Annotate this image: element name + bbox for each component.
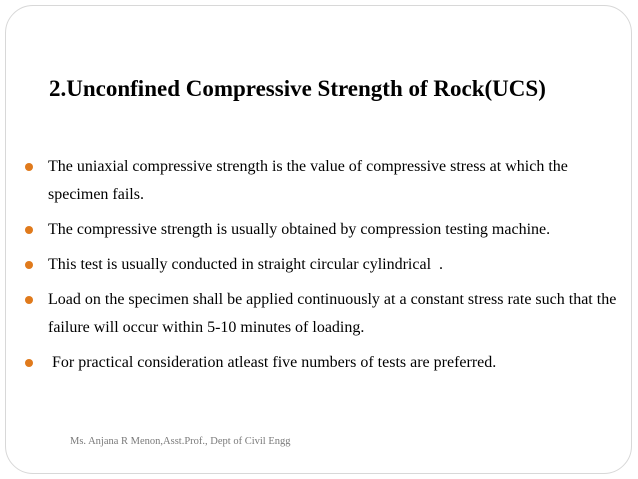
bullet-text: Load on the specimen shall be applied continuously at a constant stress rate such that the failure will occur within 5-10 minutes of loading. xyxy=(48,291,617,336)
bullet-item xyxy=(22,286,622,342)
bullet-dot-icon xyxy=(25,261,33,269)
bullet-dot-icon xyxy=(25,163,33,171)
bullet-text: The uniaxial compressive strength is the value of compressive stress at which the specimen fails. xyxy=(48,158,568,203)
bullet-text: This test is usually conducted in straight circular cylindrical . xyxy=(48,256,444,273)
bullet-text: The compressive strength is usually obtained by compression testing machine. xyxy=(48,221,551,238)
bullet-item xyxy=(22,251,622,279)
bullet-item xyxy=(22,216,622,244)
bullet-dot-icon xyxy=(25,296,33,304)
bullet-list xyxy=(22,153,622,384)
slide-title: 2.Unconfined Compressive Strength of Rock(UCS) xyxy=(49,76,546,101)
bullet-dot-icon xyxy=(25,359,33,367)
bullet-dot-icon xyxy=(25,226,33,234)
slide-footer: Ms. Anjana R Menon,Asst.Prof., Dept of Civil Engg xyxy=(70,436,291,447)
bullet-text: For practical consideration atleast five numbers of tests are preferred. xyxy=(48,354,497,371)
bullet-item xyxy=(22,153,622,209)
bullet-item xyxy=(22,349,622,377)
